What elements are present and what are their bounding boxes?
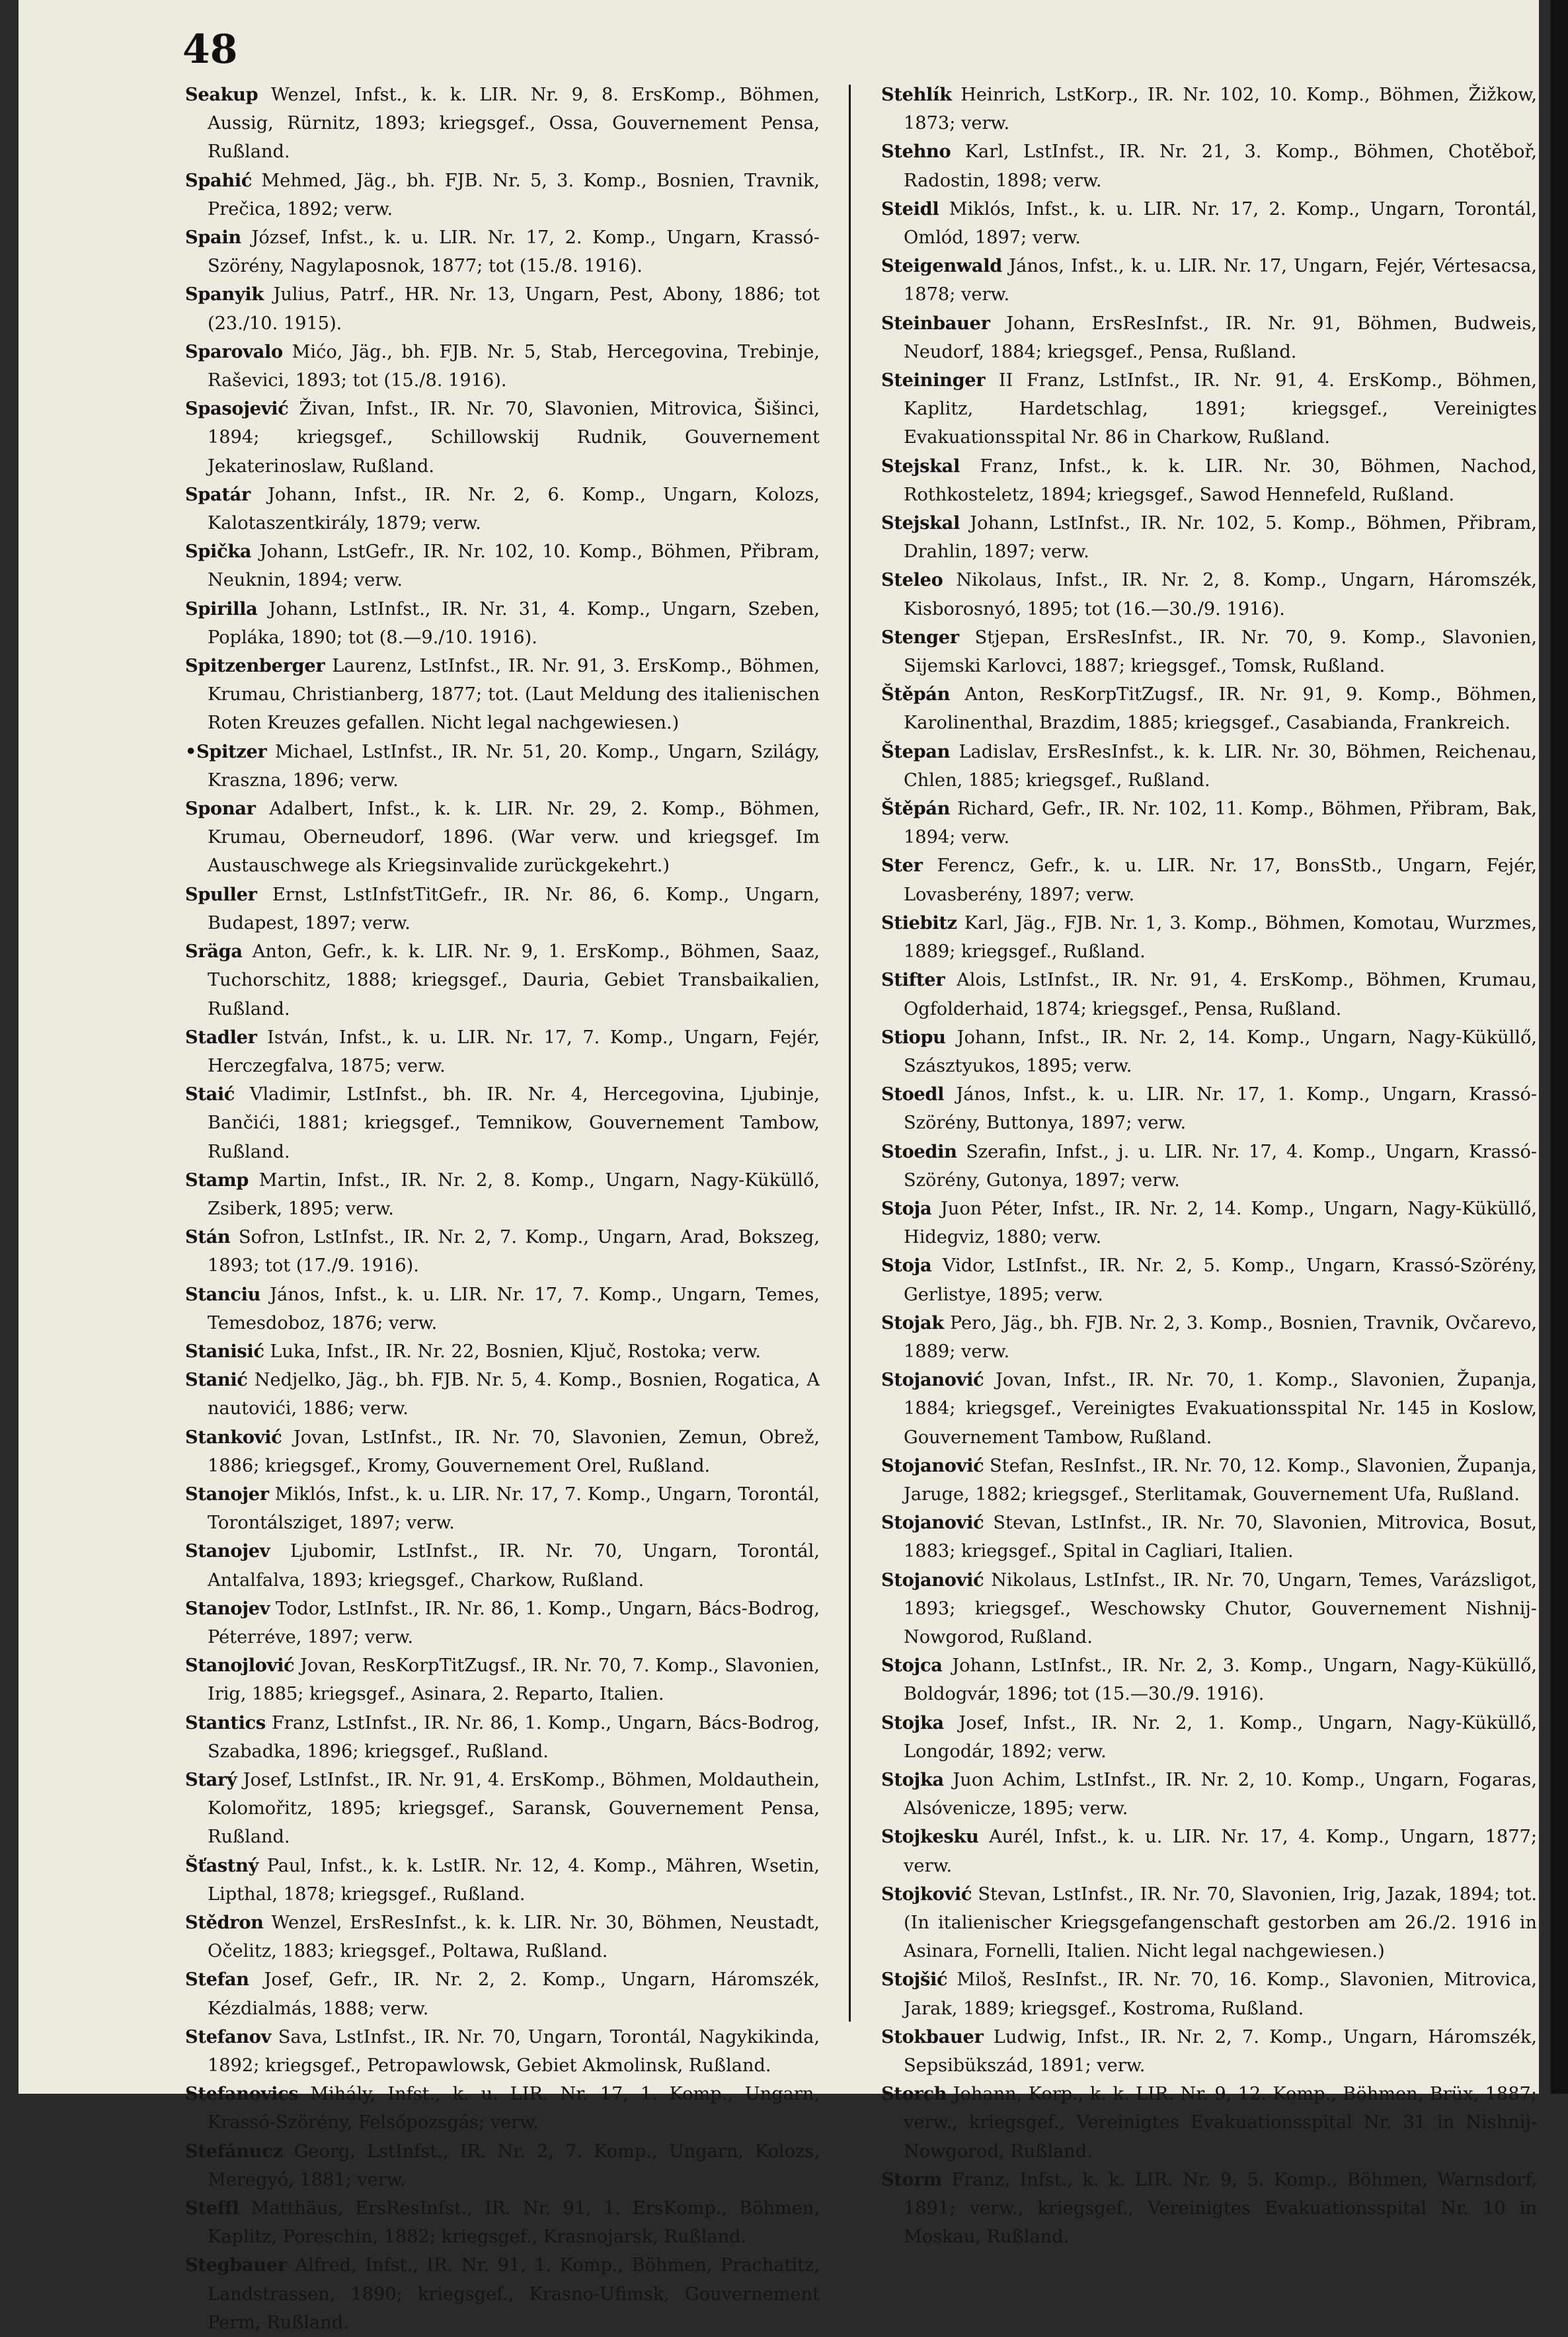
entry-details: János, Infst., k. u. LIR. Nr. 17, Ungarn, Fejér, Vértesacsa, 1878; verw.: [904, 256, 1537, 305]
casualty-entry: [881, 1366, 1537, 1452]
entry-surname: Stefan: [185, 1969, 249, 1991]
entry-details: Ernst, LstInfstTitGefr., IR. Nr. 86, 6. Komp., Ungarn, Budapest, 1897; verw.: [208, 884, 820, 933]
entry-details: János, Infst., k. u. LIR. Nr. 17, 1. Komp., Ungarn, Krassó-Szörény, Buttonya, 1897; verw.: [904, 1084, 1537, 1134]
entry-surname: Spahić: [185, 169, 253, 191]
casualty-entry: [881, 1823, 1537, 1880]
entry-details: Johann, LstInfst., IR. Nr. 102, 5. Komp., Böhmen, Přibram, Drahlin, 1897; verw.: [904, 513, 1537, 563]
entry-surname: Stadler: [185, 1026, 257, 1048]
casualty-entry: [881, 1452, 1537, 1509]
casualty-entry: [881, 966, 1537, 1023]
casualty-entry: [881, 1509, 1537, 1565]
casualty-entry: [185, 167, 820, 223]
page-number: 48: [182, 26, 238, 73]
document-page: [19, 0, 1539, 2333]
casualty-entry: [185, 652, 820, 738]
entry-details: Ljubomir, LstInfst., IR. Nr. 70, Ungarn, Torontál, Antalfalva, 1893; kriegsgef., Charkow, Rußland.: [208, 1541, 820, 1591]
casualty-entry: [881, 566, 1537, 623]
entry-details: Michael, LstInfst., IR. Nr. 51, 20. Komp., Ungarn, Szilágy, Kraszna, 1896; verw.: [208, 741, 820, 791]
casualty-entry: [881, 852, 1537, 908]
casualty-entry: [185, 1366, 820, 1423]
casualty-entry: [185, 1537, 820, 1594]
scan-edge: [1551, 0, 1568, 2094]
casualty-entry: [881, 1880, 1537, 1966]
entry-surname: Stoedl: [881, 1084, 945, 1105]
entry-surname: Stejskal: [881, 455, 960, 477]
entry-details: Georg, LstInfst., IR. Nr. 2, 7. Komp., Ungarn, Kolozs, Meregyó, 1881; verw.: [208, 2141, 820, 2190]
entry-details: Matthäus, ErsResInfst., IR. Nr. 91, 1. ErsKomp., Böhmen, Kaplitz, Poreschin, 1882; kriegsgef., Krasnojarsk, Rußland.: [208, 2198, 820, 2248]
casualty-entry: [881, 795, 1537, 852]
entry-details: Johann, ErsResInfst., IR. Nr. 91, Böhmen, Budweis, Neudorf, 1884; kriegsgef., Pensa, Rußland.: [904, 313, 1537, 362]
entry-details: Szerafin, Infst., j. u. LIR. Nr. 17, 4. Komp., Ungarn, Krassó-Szörény, Gutonya, 1897; verw.: [904, 1141, 1537, 1191]
entry-details: Johann, LstInfst., IR. Nr. 2, 3. Komp., Ungarn, Nagy-Küküllő, Boldogvár, 1896; tot (15.—30./9. 1916).: [904, 1655, 1537, 1705]
entry-surname: Stojkesku: [881, 1826, 979, 1848]
casualty-entry: [185, 1709, 820, 1766]
entry-surname: Stehlík: [881, 84, 952, 105]
entry-details: Julius, Patrf., HR. Nr. 13, Ungarn, Pest, Abony, 1886; tot (23./10. 1915).: [208, 284, 820, 334]
entry-surname: Steininger: [881, 370, 986, 391]
casualty-entry: [185, 881, 820, 937]
entry-details: Johann, Infst., IR. Nr. 2, 6. Komp., Ungarn, Kolozs, Kalotaszentkirály, 1879; verw.: [208, 484, 820, 534]
entry-details: Karl, LstInfst., IR. Nr. 21, 3. Komp., Böhmen, Chotěboř, Radostin, 1898; verw.: [904, 141, 1537, 191]
casualty-entry: [881, 1566, 1537, 1652]
casualty-entry: [185, 2137, 820, 2194]
left-column: [185, 81, 820, 2333]
entry-details: Karl, Jäg., FJB. Nr. 1, 3. Komp., Böhmen, Komotau, Wurzmes, 1889; kriegsgef., Rußland.: [904, 912, 1537, 963]
entry-surname: Stanojev: [185, 1540, 270, 1562]
entry-surname: Stefanov: [185, 2026, 272, 2047]
entry-surname: Stanić: [185, 1369, 248, 1391]
entry-surname: Štepan: [881, 740, 951, 762]
entry-details: Jovan, LstInfst., IR. Nr. 70, Slavonien, Zemun, Obrež, 1886; kriegsgef., Kromy, Gouvernement Orel, Rußland.: [208, 1427, 820, 1476]
entry-surname: Stojka: [881, 1712, 944, 1733]
casualty-entry: [881, 1195, 1537, 1251]
entry-surname: Stehno: [881, 141, 951, 163]
entry-surname: Sponar: [185, 798, 256, 820]
entry-details: Stefan, ResInfst., IR. Nr. 70, 12. Komp., Slavonien, Županja, Jaruge, 1882; kriegsgef., Sterlitamak, Gouvernement Ufa, Rußland.: [904, 1455, 1537, 1505]
entry-details: Vladimir, LstInfst., bh. IR. Nr. 4, Hercegovina, Ljubinje, Bančići, 1881; kriegsgef., Temnikow, Gouvernement Tambow, Rußland.: [208, 1084, 820, 1162]
entry-surname: Spatár: [185, 483, 251, 505]
casualty-entry: [185, 2080, 820, 2137]
casualty-entry: [881, 452, 1537, 509]
casualty-entry: [185, 1423, 820, 1480]
casualty-entry: [881, 1709, 1537, 1766]
entry-surname: Stojanović: [881, 1369, 984, 1391]
entry-details: Alois, LstInfst., IR. Nr. 91, 4. ErsKomp., Böhmen, Krumau, Ogfolderhaid, 1874; kriegsgef., Pensa, Rußland.: [904, 970, 1537, 1019]
entry-details: Aurél, Infst., k. u. LIR. Nr. 17, 4. Komp., Ungarn, 1877; verw.: [904, 1827, 1537, 1876]
entry-surname: Storch: [881, 2083, 947, 2105]
entry-details: Johann, Korp., k. k. LIR. Nr. 9, 12. Komp., Böhmen, Brüx, 1887; verw., kriegsgef., Vereinigtes Evakuationsspital Nr. 31 in Nishnij-Nowgorod, Rußland.: [904, 2084, 1537, 2162]
entry-surname: Stojanović: [881, 1454, 984, 1476]
entry-details: Martin, Infst., IR. Nr. 2, 8. Komp., Ungarn, Nagy-Küküllő, Zsiberk, 1895; verw.: [208, 1169, 820, 1219]
casualty-entry: [881, 195, 1537, 252]
entry-details: János, Infst., k. u. LIR. Nr. 17, 7. Komp., Ungarn, Temes, Temesdoboz, 1876; verw.: [208, 1284, 820, 1333]
entry-details: Anton, ResKorpTitZugsf., IR. Nr. 91, 9. Komp., Böhmen, Karolinenthal, Brazdim, 1885; kriegsgef., Casabianda, Frankreich.: [904, 684, 1537, 734]
entry-details: Anton, Gefr., k. k. LIR. Nr. 9, 1. ErsKomp., Böhmen, Saaz, Tuchorschitz, 1888; kriegsgef., Dauria, Gebiet Transbaikalien, Rußland.: [208, 941, 820, 1019]
entry-surname: Stantics: [185, 1712, 266, 1733]
entry-surname: Štěpán: [881, 684, 951, 705]
casualty-entry: [185, 338, 820, 395]
entry-details: Johann, LstInfst., IR. Nr. 31, 4. Komp., Ungarn, Szeben, Popláka, 1890; tot (8.—9./10. 1916).: [208, 598, 820, 648]
entry-surname: Šťastný: [185, 1854, 259, 1876]
casualty-entry: [881, 1138, 1537, 1195]
casualty-entry: [881, 2023, 1537, 2080]
entry-surname: Stoedin: [881, 1140, 957, 1162]
entry-details: Franz, Infst., k. k. LIR. Nr. 9, 5. Komp., Böhmen, Warnsdorf, 1891; verw., kriegsgef., Vereinigtes Evakuationsspital Nr. 10 in Moskau, Rußland.: [904, 2169, 1537, 2248]
entry-surname: Stojca: [881, 1655, 943, 1677]
entry-surname: Spitzenberger: [185, 655, 325, 677]
entry-details: Nikolaus, Infst., IR. Nr. 2, 8. Komp., Ungarn, Háromszék, Kisborosnyó, 1895; tot (16.—30./9. 1916).: [904, 570, 1537, 619]
casualty-entry: [185, 537, 820, 594]
entry-surname: Stegbauer: [185, 2254, 287, 2276]
casualty-entry: [881, 1251, 1537, 1308]
entry-surname: Spain: [185, 227, 241, 249]
entry-surname: Stojanović: [881, 1569, 984, 1591]
entry-surname: Spirilla: [185, 598, 258, 619]
casualty-entry: [185, 1223, 820, 1280]
entry-surname: Stanciu: [185, 1283, 261, 1305]
entry-details: Miloš, ResInfst., IR. Nr. 70, 16. Komp., Slavonien, Mitrovica, Jarak, 1889; kriegsgef., Kostroma, Rußland.: [904, 1969, 1537, 2019]
casualty-entry: [881, 1651, 1537, 1708]
entry-surname: Spička: [185, 541, 252, 563]
casualty-entry: [881, 2166, 1537, 2252]
casualty-entry: [185, 795, 820, 881]
casualty-entry: [881, 509, 1537, 566]
casualty-entry: [185, 481, 820, 537]
entry-surname: Stojšić: [881, 1969, 948, 1991]
entry-details: Wenzel, ErsResInfst., k. k. LIR. Nr. 30, Böhmen, Neustadt, Očelitz, 1883; kriegsgef., Poltawa, Rußland.: [208, 1913, 820, 1962]
entry-details: Sava, LstInfst., IR. Nr. 70, Ungarn, Torontál, Nagykikinda, 1892; kriegsgef., Petropawlowsk, Gebiet Akmolinsk, Rußland.: [208, 2026, 820, 2077]
entry-surname: Stojanović: [881, 1512, 984, 1534]
entry-surname: Sräga: [185, 941, 243, 963]
casualty-entry: [185, 1909, 820, 1965]
casualty-entry: [185, 1766, 820, 1852]
entry-details: Laurenz, LstInfst., IR. Nr. 91, 3. ErsKomp., Böhmen, Krumau, Christianberg, 1877; tot. (Laut Meldung des italienischen Roten Kreuzes gefallen. Nicht legal nachgewiesen.): [208, 656, 820, 734]
entry-details: Ludwig, Infst., IR. Nr. 2, 7. Komp., Ungarn, Háromszék, Sepsibükszád, 1891; verw.: [904, 2026, 1537, 2077]
entry-surname: Stán: [185, 1226, 231, 1248]
casualty-entry: [185, 1595, 820, 1651]
casualty-entry: [881, 909, 1537, 966]
casualty-entry: [185, 1965, 820, 2022]
casualty-entry: [881, 1309, 1537, 1366]
entry-details: Heinrich, LstKorp., IR. Nr. 102, 10. Komp., Böhmen, Žižkow, 1873; verw.: [904, 85, 1537, 134]
entry-details: Stevan, LstInfst., IR. Nr. 70, Slavonien, Irig, Jazak, 1894; tot. (In italienischer Kriegsgefangenschaft gestorben am 26./2. 1916 in Asinara, Fornelli, Italien. Nicht legal nachgewiesen.): [904, 1883, 1537, 1962]
entry-details: Alfred, Infst., IR. Nr. 91, 1. Komp., Böhmen, Prachatitz, Landstrassen, 1890; kriegsgef., Krasno-Ufimsk, Gouvernement Perm, Rußland.: [208, 2255, 820, 2333]
entry-details: Mehmed, Jäg., bh. FJB. Nr. 5, 3. Komp., Bosnien, Travnik, Prečica, 1892; verw.: [208, 170, 820, 219]
entry-surname: Stanojer: [185, 1483, 269, 1505]
casualty-entry: [881, 738, 1537, 795]
casualty-entry: [881, 2080, 1537, 2166]
entry-surname: Sparovalo: [185, 340, 283, 362]
entry-surname: Spasojević: [185, 398, 289, 420]
entry-surname: Stoja: [881, 1197, 932, 1219]
entry-surname: Seakup: [185, 84, 258, 105]
casualty-entry: [881, 138, 1537, 194]
casualty-entry: [185, 937, 820, 1023]
entry-details: Nikolaus, LstInfst., IR. Nr. 70, Ungarn, Temes, Varázsligot, 1893; kriegsgef., Weschowsky Chutor, Gouvernement Nishnij-Nowgorod, Rußland.: [904, 1569, 1537, 1647]
entry-surname: Stojković: [881, 1883, 972, 1905]
entry-details: Ferencz, Gefr., k. u. LIR. Nr. 17, BonsStb., Ungarn, Fejér, Lovasberény, 1897; verw.: [904, 855, 1537, 905]
entry-details: Josef, Infst., IR. Nr. 2, 1. Komp., Ungarn, Nagy-Küküllő, Longodár, 1892; verw.: [904, 1712, 1537, 1762]
casualty-entry: [185, 1337, 820, 1366]
entry-details: Wenzel, Infst., k. k. LIR. Nr. 9, 8. ErsKomp., Böhmen, Aussig, Rürnitz, 1893; kriegsgef., Ossa, Gouvernement Pensa, Rußland.: [208, 85, 820, 163]
entry-details: Nedjelko, Jäg., bh. FJB. Nr. 5, 4. Komp., Bosnien, Rogatica, A nautovići, 1886; verw.: [208, 1370, 820, 1419]
entry-surname: •Spitzer: [185, 740, 267, 762]
casualty-entry: [185, 280, 820, 337]
casualty-entry: [185, 395, 820, 481]
casualty-entry: [185, 595, 820, 652]
casualty-entry: [881, 1080, 1537, 1137]
casualty-entry: [185, 1080, 820, 1166]
entry-details: Todor, LstInfst., IR. Nr. 86, 1. Komp., Ungarn, Bács-Bodrog, Péterréve, 1897; verw.: [208, 1598, 820, 1647]
entry-details: Pero, Jäg., bh. FJB. Nr. 2, 3. Komp., Bosnien, Travnik, Ovčarevo, 1889; verw.: [904, 1312, 1537, 1362]
entry-details: Sofron, LstInfst., IR. Nr. 2, 7. Komp., Ungarn, Arad, Bokszeg, 1893; tot (17./9. 1916).: [208, 1227, 820, 1277]
entry-surname: Stojka: [881, 1768, 944, 1790]
entry-details: Jovan, ResKorpTitZugsf., IR. Nr. 70, 7. Komp., Slavonien, Irig, 1885; kriegsgef., Asinara, 2. Reparto, Italien.: [208, 1655, 820, 1705]
entry-details: Juon Achim, LstInfst., IR. Nr. 2, 10. Komp., Ungarn, Fogaras, Alsóvenicze, 1895; verw.: [904, 1769, 1537, 1819]
entry-surname: Stokbauer: [881, 2026, 984, 2047]
entry-details: Luka, Infst., IR. Nr. 22, Bosnien, Ključ, Rostoka; verw.: [270, 1341, 762, 1362]
entry-details: Ladislav, ErsResInfst., k. k. LIR. Nr. 30, Böhmen, Reichenau, Chlen, 1885; kriegsgef., Rußland.: [904, 741, 1537, 791]
casualty-entry: [185, 1480, 820, 1537]
entry-surname: Stoja: [881, 1255, 932, 1277]
entry-details: Stjepan, ErsResInfst., IR. Nr. 70, 9. Komp., Slavonien, Sijemski Karlovci, 1887; kriegsgef., Tomsk, Rußland.: [904, 627, 1537, 677]
entry-surname: Stanojlović: [185, 1655, 295, 1677]
casualty-entry: [881, 623, 1537, 680]
casualty-entry: [185, 2251, 820, 2337]
right-column: [881, 81, 1537, 2248]
casualty-entry: [881, 252, 1537, 309]
casualty-entry: [881, 366, 1537, 452]
casualty-entry: [185, 1166, 820, 1223]
entry-details: Adalbert, Infst., k. k. LIR. Nr. 29, 2. Komp., Böhmen, Krumau, Oberneudorf, 1896. (War verw. und kriegsgef. Im Austauschwege als Kriegsinvalide zurückgekehrt.): [208, 799, 820, 877]
entry-surname: Stefánucz: [185, 2140, 283, 2162]
entry-surname: Storm: [881, 2168, 942, 2190]
entry-details: Richard, Gefr., IR. Nr. 102, 11. Komp., Böhmen, Přibram, Bak, 1894; verw.: [904, 799, 1537, 848]
entry-surname: Stejskal: [881, 512, 960, 534]
entry-details: Johann, LstGefr., IR. Nr. 102, 10. Komp., Böhmen, Přibram, Neuknin, 1894; verw.: [208, 541, 820, 591]
entry-surname: Stenger: [881, 626, 959, 648]
entry-surname: Steleo: [881, 569, 943, 591]
column-divider: [849, 85, 851, 2022]
entry-details: Josef, Gefr., IR. Nr. 2, 2. Komp., Ungarn, Háromszék, Kézdialmás, 1888; verw.: [208, 1969, 820, 2019]
entry-details: Josef, LstInfst., IR. Nr. 91, 4. ErsKomp., Böhmen, Moldauthein, Kolomořitz, 1895; kriegsgef., Saransk, Gouvernement Pensa, Rußland.: [208, 1769, 820, 1848]
casualty-entry: [881, 1023, 1537, 1080]
entry-surname: Staić: [185, 1084, 235, 1105]
entry-surname: Stamp: [185, 1169, 249, 1191]
entry-details: Johann, Infst., IR. Nr. 2, 14. Komp., Ungarn, Nagy-Küküllő, Szásztyukos, 1895; verw.: [904, 1027, 1537, 1076]
entry-surname: Spuller: [185, 883, 257, 905]
entry-details: Mihály, Infst., k. u. LIR. Nr. 17, 1. Komp., Ungarn, Krassó-Szörény, Felsőpozsgás; verw.: [208, 2084, 820, 2133]
entry-surname: Stifter: [881, 969, 945, 991]
entry-surname: Starý: [185, 1768, 237, 1790]
entry-details: Jovan, Infst., IR. Nr. 70, 1. Komp., Slavonien, Županja, 1884; kriegsgef., Vereinigtes Evakuationsspital Nr. 145 in Koslow, Gouvernement Tambow, Rußland.: [904, 1370, 1537, 1448]
entry-details: II Franz, LstInfst., IR. Nr. 91, 4. ErsKomp., Böhmen, Kaplitz, Hardetschlag, 1891; kriegsgef., Vereinigtes Evakuationsspital Nr. 86 in Charkow, Rußland.: [904, 370, 1537, 448]
entry-details: Miklós, Infst., k. u. LIR. Nr. 17, 7. Komp., Ungarn, Torontál, Torontálsziget, 1897; verw.: [208, 1484, 820, 1534]
entry-details: Franz, Infst., k. k. LIR. Nr. 30, Böhmen, Nachod, Rothkosteletz, 1894; kriegsgef., Sawod Hennefeld, Rußland.: [904, 456, 1537, 505]
casualty-entry: [185, 81, 820, 167]
entry-details: Stevan, LstInfst., IR. Nr. 70, Slavonien, Mitrovica, Bosut, 1883; kriegsgef., Spital in Cagliari, Italien.: [904, 1513, 1537, 1562]
entry-details: József, Infst., k. u. LIR. Nr. 17, 2. Komp., Ungarn, Krassó-Szörény, Nagylaposnok, 1877; tot (15./8. 1916).: [208, 227, 820, 277]
entry-details: Paul, Infst., k. k. LstIR. Nr. 12, 4. Komp., Mähren, Wsetin, Lipthal, 1878; kriegsgef., Rußland.: [208, 1855, 820, 1905]
casualty-entry: [185, 1852, 820, 1909]
entry-surname: Stanojev: [185, 1597, 270, 1619]
casualty-entry: [185, 738, 820, 795]
casualty-entry: [185, 2194, 820, 2251]
entry-details: Vidor, LstInfst., IR. Nr. 2, 5. Komp., Ungarn, Krassó-Szörény, Gerlistye, 1895; verw.: [904, 1255, 1537, 1305]
entry-surname: Stanković: [185, 1426, 282, 1448]
entry-surname: Stanisić: [185, 1340, 264, 1362]
entry-surname: Ster: [881, 855, 923, 877]
entry-details: Mićo, Jäg., bh. FJB. Nr. 5, Stab, Hercegovina, Trebinje, Raševici, 1893; tot (15./8. 1916).: [208, 341, 820, 391]
casualty-entry: [881, 81, 1537, 138]
entry-details: Juon Péter, Infst., IR. Nr. 2, 14. Komp., Ungarn, Nagy-Küküllő, Hidegviz, 1880; verw.: [904, 1198, 1537, 1248]
entry-surname: Štěpán: [881, 798, 951, 820]
casualty-entry: [881, 1766, 1537, 1823]
casualty-entry: [185, 223, 820, 280]
entry-details: István, Infst., k. u. LIR. Nr. 17, 7. Komp., Ungarn, Fejér, Herczegfalva, 1875; verw.: [208, 1027, 820, 1076]
entry-surname: Stojak: [881, 1312, 944, 1333]
casualty-entry: [185, 1651, 820, 1708]
casualty-entry: [185, 1023, 820, 1080]
casualty-entry: [185, 2023, 820, 2080]
entry-details: Živan, Infst., IR. Nr. 70, Slavonien, Mitrovica, Šišinci, 1894; kriegsgef., Schillowskij Rudnik, Gouvernement Jekaterinoslaw, Rußland.: [208, 399, 820, 477]
entry-surname: Stiebitz: [881, 912, 957, 933]
entry-surname: Stefanovics: [185, 2083, 299, 2105]
entry-surname: Spanyik: [185, 284, 264, 305]
casualty-entry: [881, 680, 1537, 737]
entry-details: Miklós, Infst., k. u. LIR. Nr. 17, 2. Komp., Ungarn, Torontál, Omlód, 1897; verw.: [904, 198, 1537, 249]
casualty-entry: [881, 1965, 1537, 2022]
entry-surname: Steffl: [185, 2198, 239, 2219]
entry-surname: Steigenwald: [881, 255, 1002, 277]
casualty-entry: [881, 309, 1537, 366]
entry-surname: Steidl: [881, 198, 939, 219]
entry-surname: Steinbauer: [881, 312, 990, 334]
entry-details: Franz, LstInfst., IR. Nr. 86, 1. Komp., Ungarn, Bács-Bodrog, Szabadka, 1896; kriegsgef., Rußland.: [208, 1712, 820, 1762]
entry-surname: Stědron: [185, 1912, 264, 1933]
entry-surname: Stiopu: [881, 1026, 946, 1048]
casualty-entry: [185, 1281, 820, 1337]
